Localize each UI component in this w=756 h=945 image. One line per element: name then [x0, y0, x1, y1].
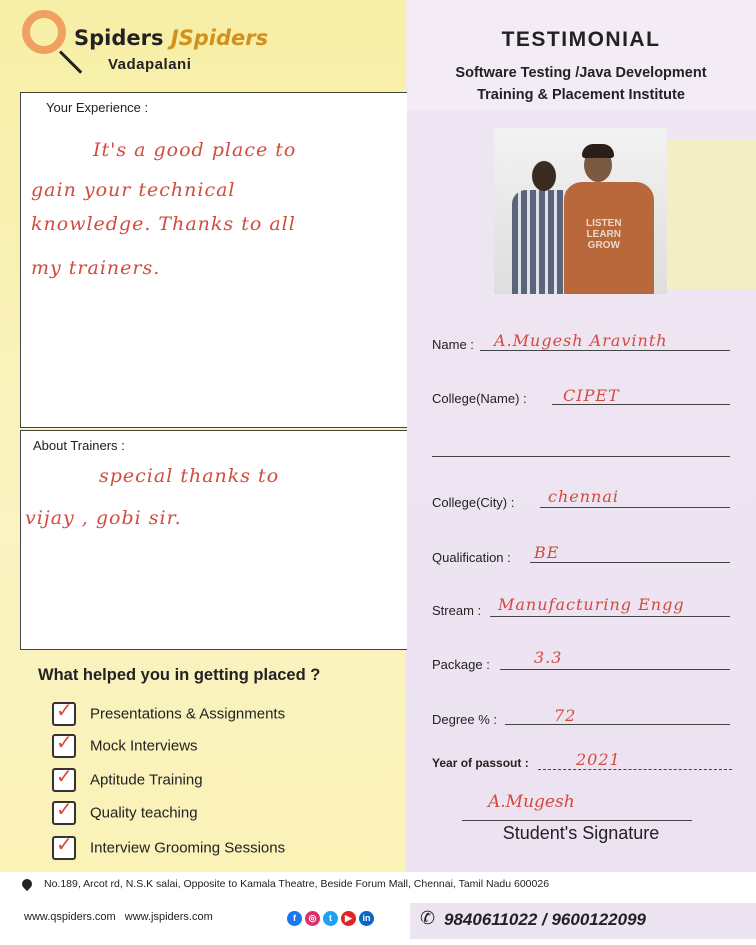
college-name-line-2: [432, 456, 730, 457]
stream-line: [490, 616, 730, 617]
qualification-value: BE: [534, 543, 560, 562]
package-label: Package :: [432, 657, 490, 672]
degree-line: [505, 724, 730, 725]
page-subtitle: Software Testing /Java Development Training & Placement Institute: [455, 65, 707, 103]
signature-label: Student's Signature: [502, 823, 660, 843]
help-item: ✓ Interview Grooming Sessions: [52, 836, 285, 860]
name-value: A.Mugesh Aravinth: [494, 331, 668, 350]
qualification-line: [530, 562, 730, 563]
college-city-value: chennai: [548, 487, 619, 506]
experience-label: Your Experience :: [46, 100, 149, 115]
social-icons: [287, 910, 377, 928]
qualification-label: Qualification :: [432, 550, 511, 565]
logo-text: Spiders JSpiders: [74, 26, 269, 50]
location-pin-icon: [20, 877, 34, 891]
passout-label: Year of passout :: [432, 756, 529, 770]
college-name-value: CIPET: [563, 386, 620, 405]
phone-numbers[interactable]: 9840611022 / 9600122099: [444, 910, 646, 929]
instagram-icon[interactable]: ◎: [305, 911, 320, 926]
experience-panel: [20, 92, 407, 428]
experience-line: knowledge. Thanks to all: [31, 213, 296, 235]
checkbox[interactable]: [52, 730, 76, 758]
trainers-panel: [20, 430, 407, 650]
check-icon: ✓: [56, 730, 73, 754]
check-icon: ✓: [56, 698, 73, 722]
linkedin-icon[interactable]: in: [359, 911, 374, 926]
name-line: [480, 350, 730, 351]
degree-value: 72: [554, 706, 577, 725]
twitter-icon[interactable]: t: [323, 911, 338, 926]
signature-line: [462, 820, 692, 821]
website-links[interactable]: www.qspiders.com www.jspiders.com: [24, 911, 213, 923]
check-icon: ✓: [56, 764, 73, 788]
help-item: ✓ Mock Interviews: [52, 734, 198, 758]
help-item: ✓ Quality teaching: [52, 801, 198, 825]
shirt-print: LISTEN LEARN GROW: [586, 218, 622, 251]
check-icon: ✓: [56, 797, 73, 821]
degree-label: Degree % :: [432, 712, 498, 727]
experience-line: my trainers.: [31, 257, 161, 279]
name-label: Name :: [432, 337, 474, 352]
experience-line: It's a good place to: [93, 139, 297, 161]
passout-line: [538, 769, 732, 770]
student-photo: [494, 128, 667, 294]
college-name-label: College(Name) :: [432, 391, 527, 406]
help-title: What helped you in getting placed ?: [38, 666, 321, 684]
stream-value: Manufacturing Engg: [498, 595, 685, 614]
branch-name: Vadapalani: [108, 56, 192, 73]
package-value: 3.3: [534, 648, 563, 667]
checkbox[interactable]: [52, 764, 76, 792]
trainers-line: vijay , gobi sir.: [25, 507, 182, 529]
checkbox[interactable]: [52, 698, 76, 726]
checkbox[interactable]: [52, 797, 76, 825]
page-title: TESTIMONIAL: [501, 28, 661, 51]
package-line: [500, 669, 730, 670]
college-city-label: College(City) :: [432, 495, 515, 510]
signature-scribble: A.Mugesh: [488, 792, 575, 812]
check-icon: ✓: [56, 832, 73, 856]
decor-stripe: [665, 140, 756, 290]
checkbox[interactable]: [52, 832, 76, 860]
youtube-icon[interactable]: ▶: [341, 911, 356, 926]
address-row: No.189, Arcot rd, N.S.K salai, Opposite to Kamala Theatre, Beside Forum Mall, Chennai, Tamil Nadu 600026: [22, 878, 549, 890]
help-item: ✓ Presentations & Assignments: [52, 702, 285, 726]
trainers-label: About Trainers :: [33, 438, 125, 453]
trainers-line: special thanks to: [99, 465, 280, 487]
passout-value: 2021: [576, 750, 621, 769]
help-item: ✓ Aptitude Training: [52, 768, 203, 792]
college-city-line: [540, 507, 730, 508]
phone-icon: ✆: [420, 908, 436, 928]
experience-line: gain your technical: [31, 179, 236, 201]
facebook-icon[interactable]: f: [287, 911, 302, 926]
stream-label: Stream :: [432, 603, 482, 618]
q-logo-icon: [22, 10, 66, 54]
